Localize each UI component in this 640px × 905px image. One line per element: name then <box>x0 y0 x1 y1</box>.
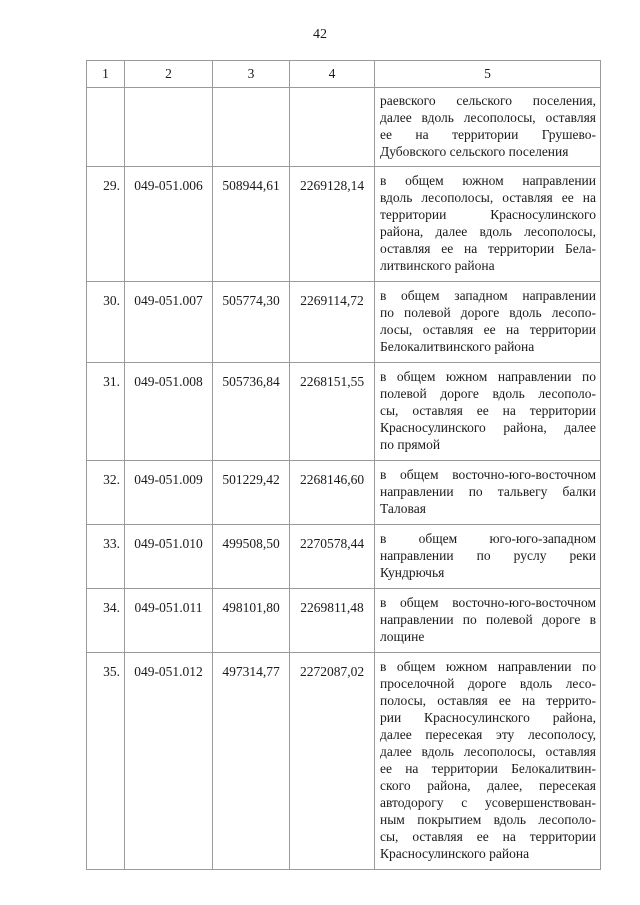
header-col-4: 4 <box>290 61 375 88</box>
coordinate-x: 501229,42 <box>213 461 290 525</box>
coordinate-x: 499508,50 <box>213 525 290 589</box>
point-code: 049-051.011 <box>125 589 213 653</box>
point-number: 30. <box>87 282 125 363</box>
description-line: Красносулинского района, далее <box>380 420 596 435</box>
description-line: раевского сельского поселения, <box>380 93 596 108</box>
coordinate-x: 498101,80 <box>213 589 290 653</box>
description-line: сы, оставляя ее на территории <box>380 829 596 844</box>
description-line: оставляя ее на территории Бела- <box>380 241 596 256</box>
boundary-description <box>375 167 601 282</box>
table-row <box>87 653 601 870</box>
header-col-2: 2 <box>125 61 213 88</box>
description-line: литвинского района <box>380 258 495 273</box>
point-number: 34. <box>87 589 125 653</box>
description-line: ным покрытием вдоль лесополо- <box>380 812 596 827</box>
boundary-description <box>375 461 601 525</box>
description-line: в общем южном направлении по <box>380 659 596 674</box>
description-line: ее на территории Белокалитвин- <box>380 761 596 776</box>
description-line: по полевой дороге вдоль лесопо- <box>380 305 596 320</box>
point-number: 33. <box>87 525 125 589</box>
description-line: Белокалитвинского района <box>380 339 535 354</box>
table-row <box>87 282 601 363</box>
description-line: в общем южном направлении <box>380 173 596 188</box>
description-line: Таловая <box>380 501 426 516</box>
boundary-description <box>375 282 601 363</box>
description-line: сы, оставляя ее на территории <box>380 403 596 418</box>
coordinate-y: 2269811,48 <box>290 589 375 653</box>
description-line: направлении по руслу реки <box>380 548 596 563</box>
boundary-description <box>375 589 601 653</box>
description-line: в общем западном направлении <box>380 288 596 303</box>
description-line: рии Красносулинского района, <box>380 710 596 725</box>
boundary-description <box>375 363 601 461</box>
table-row <box>87 88 601 167</box>
point-code: 049-051.008 <box>125 363 213 461</box>
boundary-description <box>375 525 601 589</box>
table-header-row <box>87 61 601 88</box>
boundary-points-table <box>86 60 601 870</box>
description-line: Дубовского сельского поселения <box>380 144 569 159</box>
description-line: в общем восточно-юго-восточном <box>380 467 596 482</box>
description-line: территории Красносулинского <box>380 207 596 222</box>
description-line: полевой дороге вдоль лесополо- <box>380 386 596 401</box>
description-line: в общем восточно-юго-восточном <box>380 595 596 610</box>
point-number: 31. <box>87 363 125 461</box>
coordinate-y: 2268146,60 <box>290 461 375 525</box>
description-line: проселочной дороге вдоль лесо- <box>380 676 596 691</box>
coordinate-x <box>213 88 290 167</box>
coordinate-x: 497314,77 <box>213 653 290 870</box>
description-line: Красносулинского района <box>380 846 530 861</box>
description-line: Кундрючья <box>380 565 445 580</box>
header-col-1: 1 <box>87 61 125 88</box>
description-line: в общем юго-юго-западном <box>380 531 596 546</box>
description-line: далее вдоль лесополосы, оставляя <box>380 110 596 125</box>
coordinate-y: 2272087,02 <box>290 653 375 870</box>
coordinate-x: 508944,61 <box>213 167 290 282</box>
table-row <box>87 461 601 525</box>
coordinate-y: 2270578,44 <box>290 525 375 589</box>
description-line: направлении по тальвегу балки <box>380 484 596 499</box>
point-number: 32. <box>87 461 125 525</box>
point-number: 35. <box>87 653 125 870</box>
point-code <box>125 88 213 167</box>
description-line: лосы, оставляя ее на территории <box>380 322 596 337</box>
description-line: вдоль лесополосы, оставляя ее на <box>380 190 596 205</box>
table-row <box>87 525 601 589</box>
description-line: по прямой <box>380 437 441 452</box>
description-line: далее пересекая эту лесополосу, <box>380 727 596 742</box>
page-number: 42 <box>313 27 327 42</box>
coordinate-y: 2268151,55 <box>290 363 375 461</box>
coordinate-y: 2269114,72 <box>290 282 375 363</box>
point-code: 049-051.009 <box>125 461 213 525</box>
point-number: 29. <box>87 167 125 282</box>
description-line: ского района, далее, пересекая <box>380 778 596 793</box>
description-line: автодорогу с усовершенствован- <box>380 795 596 810</box>
table-row <box>87 167 601 282</box>
point-code: 049-051.007 <box>125 282 213 363</box>
table-body <box>87 88 601 870</box>
header-col-5: 5 <box>375 61 601 88</box>
description-line: лощине <box>380 629 425 644</box>
description-line: ее на территории Грушево- <box>380 127 596 142</box>
point-code: 049-051.010 <box>125 525 213 589</box>
boundary-description <box>375 88 601 167</box>
table-row <box>87 589 601 653</box>
point-code: 049-051.006 <box>125 167 213 282</box>
description-line: направлении по полевой дороге в <box>380 612 596 627</box>
coordinate-x: 505774,30 <box>213 282 290 363</box>
coordinate-y <box>290 88 375 167</box>
description-line: далее вдоль лесополосы, оставляя <box>380 744 596 759</box>
table-row <box>87 363 601 461</box>
description-line: района, далее вдоль лесополосы, <box>380 224 596 239</box>
coordinate-y: 2269128,14 <box>290 167 375 282</box>
header-col-3: 3 <box>213 61 290 88</box>
description-line: полосы, оставляя ее на террито- <box>380 693 596 708</box>
point-number <box>87 88 125 167</box>
description-line: в общем южном направлении по <box>380 369 596 384</box>
point-code: 049-051.012 <box>125 653 213 870</box>
coordinate-x: 505736,84 <box>213 363 290 461</box>
boundary-description <box>375 653 601 870</box>
